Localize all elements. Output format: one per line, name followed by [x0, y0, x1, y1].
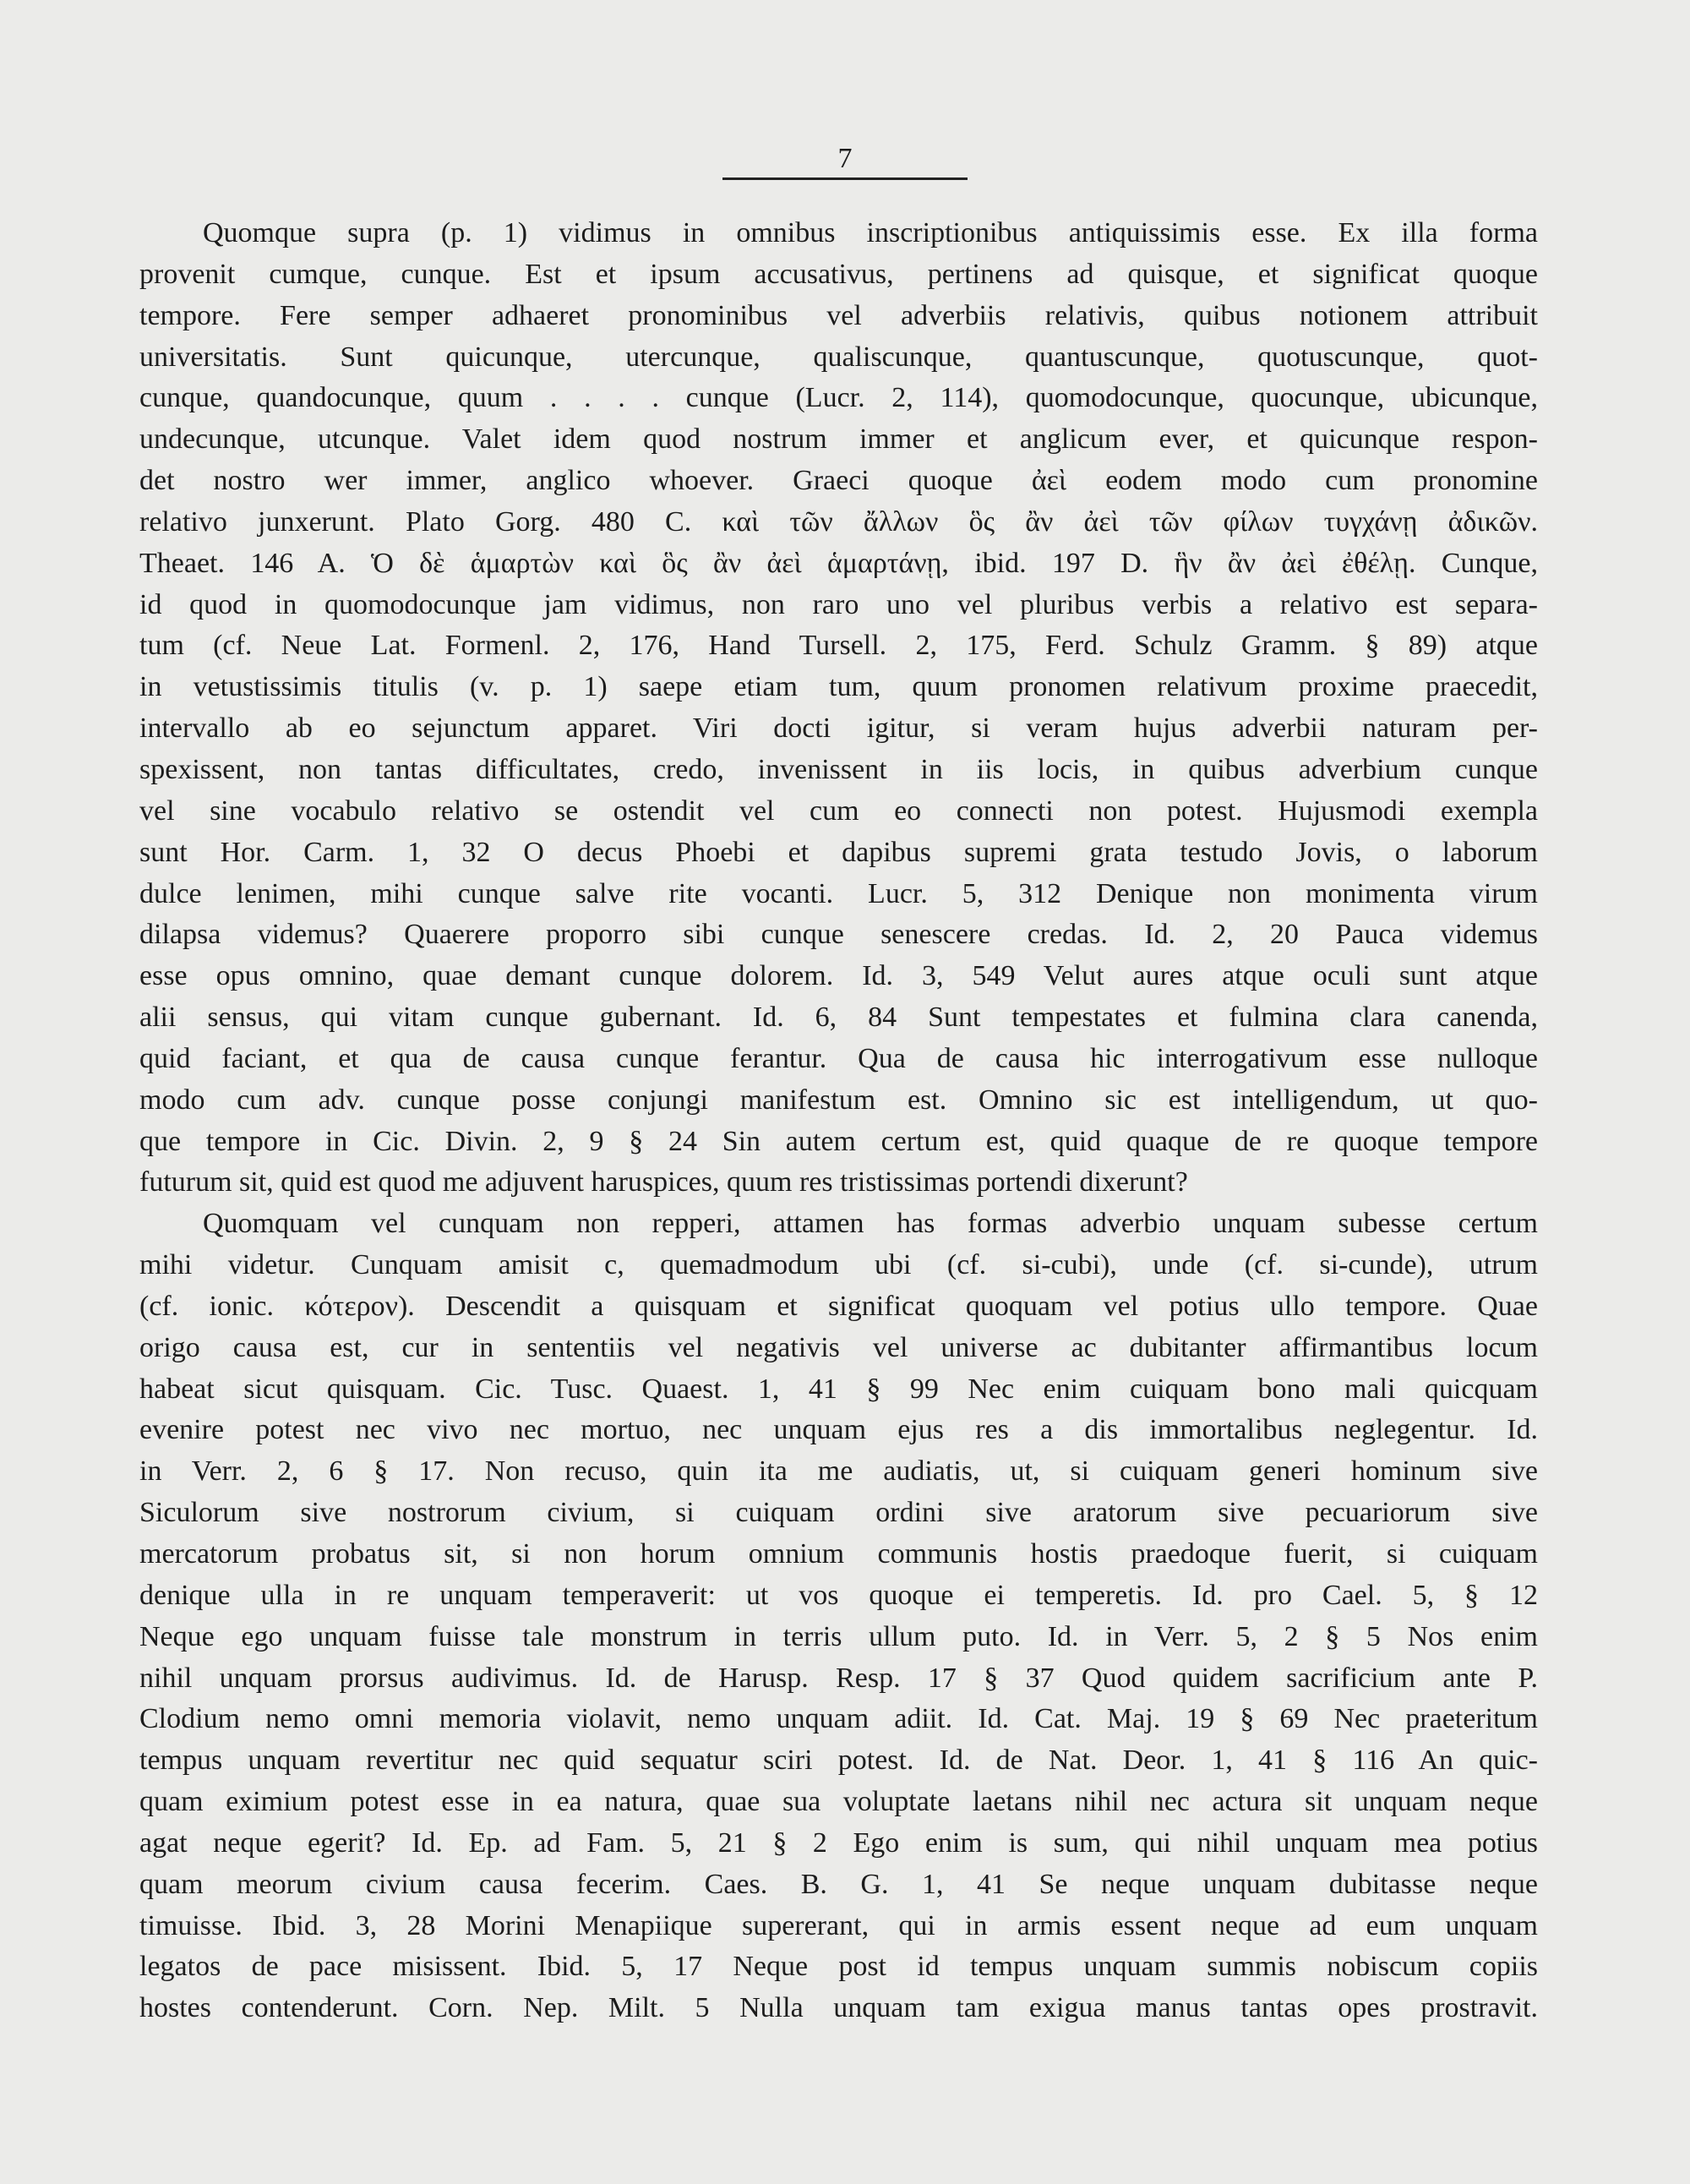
text-line: Theaet. 146 A. Ὁ δὲ ἁμαρτὼν καὶ ὃς ἂν ἀεὶ ἁμαρτάνῃ, ibid. 197 D. ἣν ἂν ἀεὶ ἐθέλῃ. Cunque,	[139, 547, 1538, 579]
text-line: sunt Hor. Carm. 1, 32 O decus Phoebi et dapibus supremi grata testudo Jovis, o laborum	[139, 836, 1538, 868]
text-line: universitatis. Sunt quicunque, utercunque, qualiscunque, quantuscunque, quotuscunque, quot-	[139, 341, 1538, 373]
text-line: (cf. ionic. κότερον). Descendit a quisquam et significat quoquam vel potius ullo tempore. Quae	[139, 1290, 1538, 1322]
text-line: tempore. Fere semper adhaeret pronominibus vel adverbiis relativis, quibus notionem attribuit	[139, 299, 1538, 331]
text-line: in Verr. 2, 6 § 17. Non recuso, quin ita me audiatis, ut, si cuiquam generi hominum sive	[139, 1455, 1538, 1488]
text-line: legatos de pace misissent. Ibid. 5, 17 Neque post id tempus unquam summis nobiscum copiis	[139, 1951, 1538, 1983]
text-line: dulce lenimen, mihi cunque salve rite vocanti. Lucr. 5, 312 Denique non monimenta virum	[139, 877, 1538, 909]
text-line: spexissent, non tantas difficultates, credo, invenissent in iis locis, in quibus adverbium cunque	[139, 753, 1538, 785]
text-line: mercatorum probatus sit, si non horum omnium communis hostis praedoque fuerit, si cuiquam	[139, 1538, 1538, 1570]
text-line: timuisse. Ibid. 3, 28 Morini Menapiique supererant, qui in armis essent neque ad eum unquam	[139, 1909, 1538, 1941]
text-line: Quomquam vel cunquam non repperi, attamen has formas adverbio unquam subesse certum	[203, 1208, 1538, 1240]
text-line: hostes contenderunt. Corn. Nep. Milt. 5 Nulla unquam tam exigua manus tantas opes prostravit.	[139, 1992, 1538, 2024]
text-line: cunque, quandocunque, quum . . . . cunque (Lucr. 2, 114), quomodocunque, quocunque, ubicunque,	[139, 382, 1538, 414]
text-line: esse opus omnino, quae demant cunque dolorem. Id. 3, 549 Velut aures atque oculi sunt atque	[139, 960, 1538, 992]
text-line: intervallo ab eo sejunctum apparet. Viri docti igitur, si veram hujus adverbii naturam per-	[139, 713, 1538, 745]
text-line: det nostro wer immer, anglico whoever. Graeci quoque ἀεὶ eodem modo cum pronomine	[139, 465, 1538, 497]
text-line: origo causa est, cur in sententiis vel negativis vel universe ac dubitanter affirmantibus locum	[139, 1331, 1538, 1363]
text-line: evenire potest nec vivo nec mortuo, nec unquam ejus res a dis immortalibus neglegentur. Id.	[139, 1414, 1538, 1446]
text-line: que tempore in Cic. Divin. 2, 9 § 24 Sin autem certum est, quid quaque de re quoque tempore	[139, 1125, 1538, 1157]
text-line: quam eximium potest esse in ea natura, quae sua voluptate laetans nihil nec actura sit unquam neque	[139, 1786, 1538, 1818]
text-line: mihi videtur. Cunquam amisit c, quemadmodum ubi (cf. si-cubi), unde (cf. si-cunde), utrum	[139, 1249, 1538, 1281]
text-line: alii sensus, qui vitam cunque gubernant. Id. 6, 84 Sunt tempestates et fulmina clara canenda,	[139, 1002, 1538, 1034]
text-line: tum (cf. Neue Lat. Formenl. 2, 176, Hand Tursell. 2, 175, Ferd. Schulz Gramm. § 89) atque	[139, 630, 1538, 662]
text-line: Neque ego unquam fuisse tale monstrum in terris ullum puto. Id. in Verr. 5, 2 § 5 Nos enim	[139, 1620, 1538, 1652]
text-line: quam meorum civium causa fecerim. Caes. B. G. 1, 41 Se neque unquam dubitasse neque	[139, 1868, 1538, 1900]
page-number: 7	[837, 143, 853, 174]
text-line: dilapsa videmus? Quaerere proporro sibi cunque senescere credas. Id. 2, 20 Pauca videmus	[139, 919, 1538, 951]
text-line: in vetustissimis titulis (v. p. 1) saepe etiam tum, quum pronomen relativum proxime praecedit,	[139, 671, 1538, 703]
text-line: relativo junxerunt. Plato Gorg. 480 C. καὶ τῶν ἄλλων ὃς ἂν ἀεὶ τῶν φίλων τυγχάνῃ ἀδικῶν.	[139, 505, 1538, 538]
text-line: modo cum adv. cunque posse conjungi manifestum est. Omnino sic est intelligendum, ut quo-	[139, 1084, 1538, 1116]
header-rule	[722, 177, 968, 180]
text-line: denique ulla in re unquam temperaverit: ut vos quoque ei temperetis. Id. pro Cael. 5, § 12	[139, 1579, 1538, 1611]
text-line: quid faciant, et qua de causa cunque ferantur. Qua de causa hic interrogativum esse nulloque	[139, 1042, 1538, 1074]
text-line: Siculorum sive nostrorum civium, si cuiquam ordini sive aratorum sive pecuariorum sive	[139, 1497, 1538, 1529]
text-line: agat neque egerit? Id. Ep. ad Fam. 5, 21 § 2 Ego enim is sum, qui nihil unquam mea potius	[139, 1826, 1538, 1859]
body-text	[139, 213, 1538, 2029]
text-line: habeat sicut quisquam. Cic. Tusc. Quaest. 1, 41 § 99 Nec enim cuiquam bono mali quicquam	[139, 1373, 1538, 1405]
text-line: Quomque supra (p. 1) vidimus in omnibus inscriptionibus antiquissimis esse. Ex illa forma	[203, 217, 1538, 248]
text-line: nihil unquam prorsus audivimus. Id. de Harusp. Resp. 17 § 37 Quod quidem sacrificium ante P.	[139, 1662, 1538, 1694]
text-line: id quod in quomodocunque jam vidimus, non raro uno vel pluribus verbis a relativo est separa-	[139, 588, 1538, 620]
text-line: tempus unquam revertitur nec quid sequatur sciri potest. Id. de Nat. Deor. 1, 41 § 116 An quic-	[139, 1744, 1538, 1777]
text-line: undecunque, utcunque. Valet idem quod nostrum immer et anglicum ever, et quicunque respon-	[139, 423, 1538, 456]
text-line: vel sine vocabulo relativo se ostendit vel cum eo connecti non potest. Hujusmodi exempla	[139, 794, 1538, 827]
text-line: futurum sit, quid est quod me adjuvent haruspices, quum res tristissimas portendi dixerunt?	[139, 1166, 1188, 1198]
text-line: provenit cumque, cunque. Est et ipsum accusativus, pertinens ad quisque, et significat quoque	[139, 258, 1538, 290]
text-line: Clodium nemo omni memoria violavit, nemo unquam adiit. Id. Cat. Maj. 19 § 69 Nec praeteritum	[139, 1703, 1538, 1735]
